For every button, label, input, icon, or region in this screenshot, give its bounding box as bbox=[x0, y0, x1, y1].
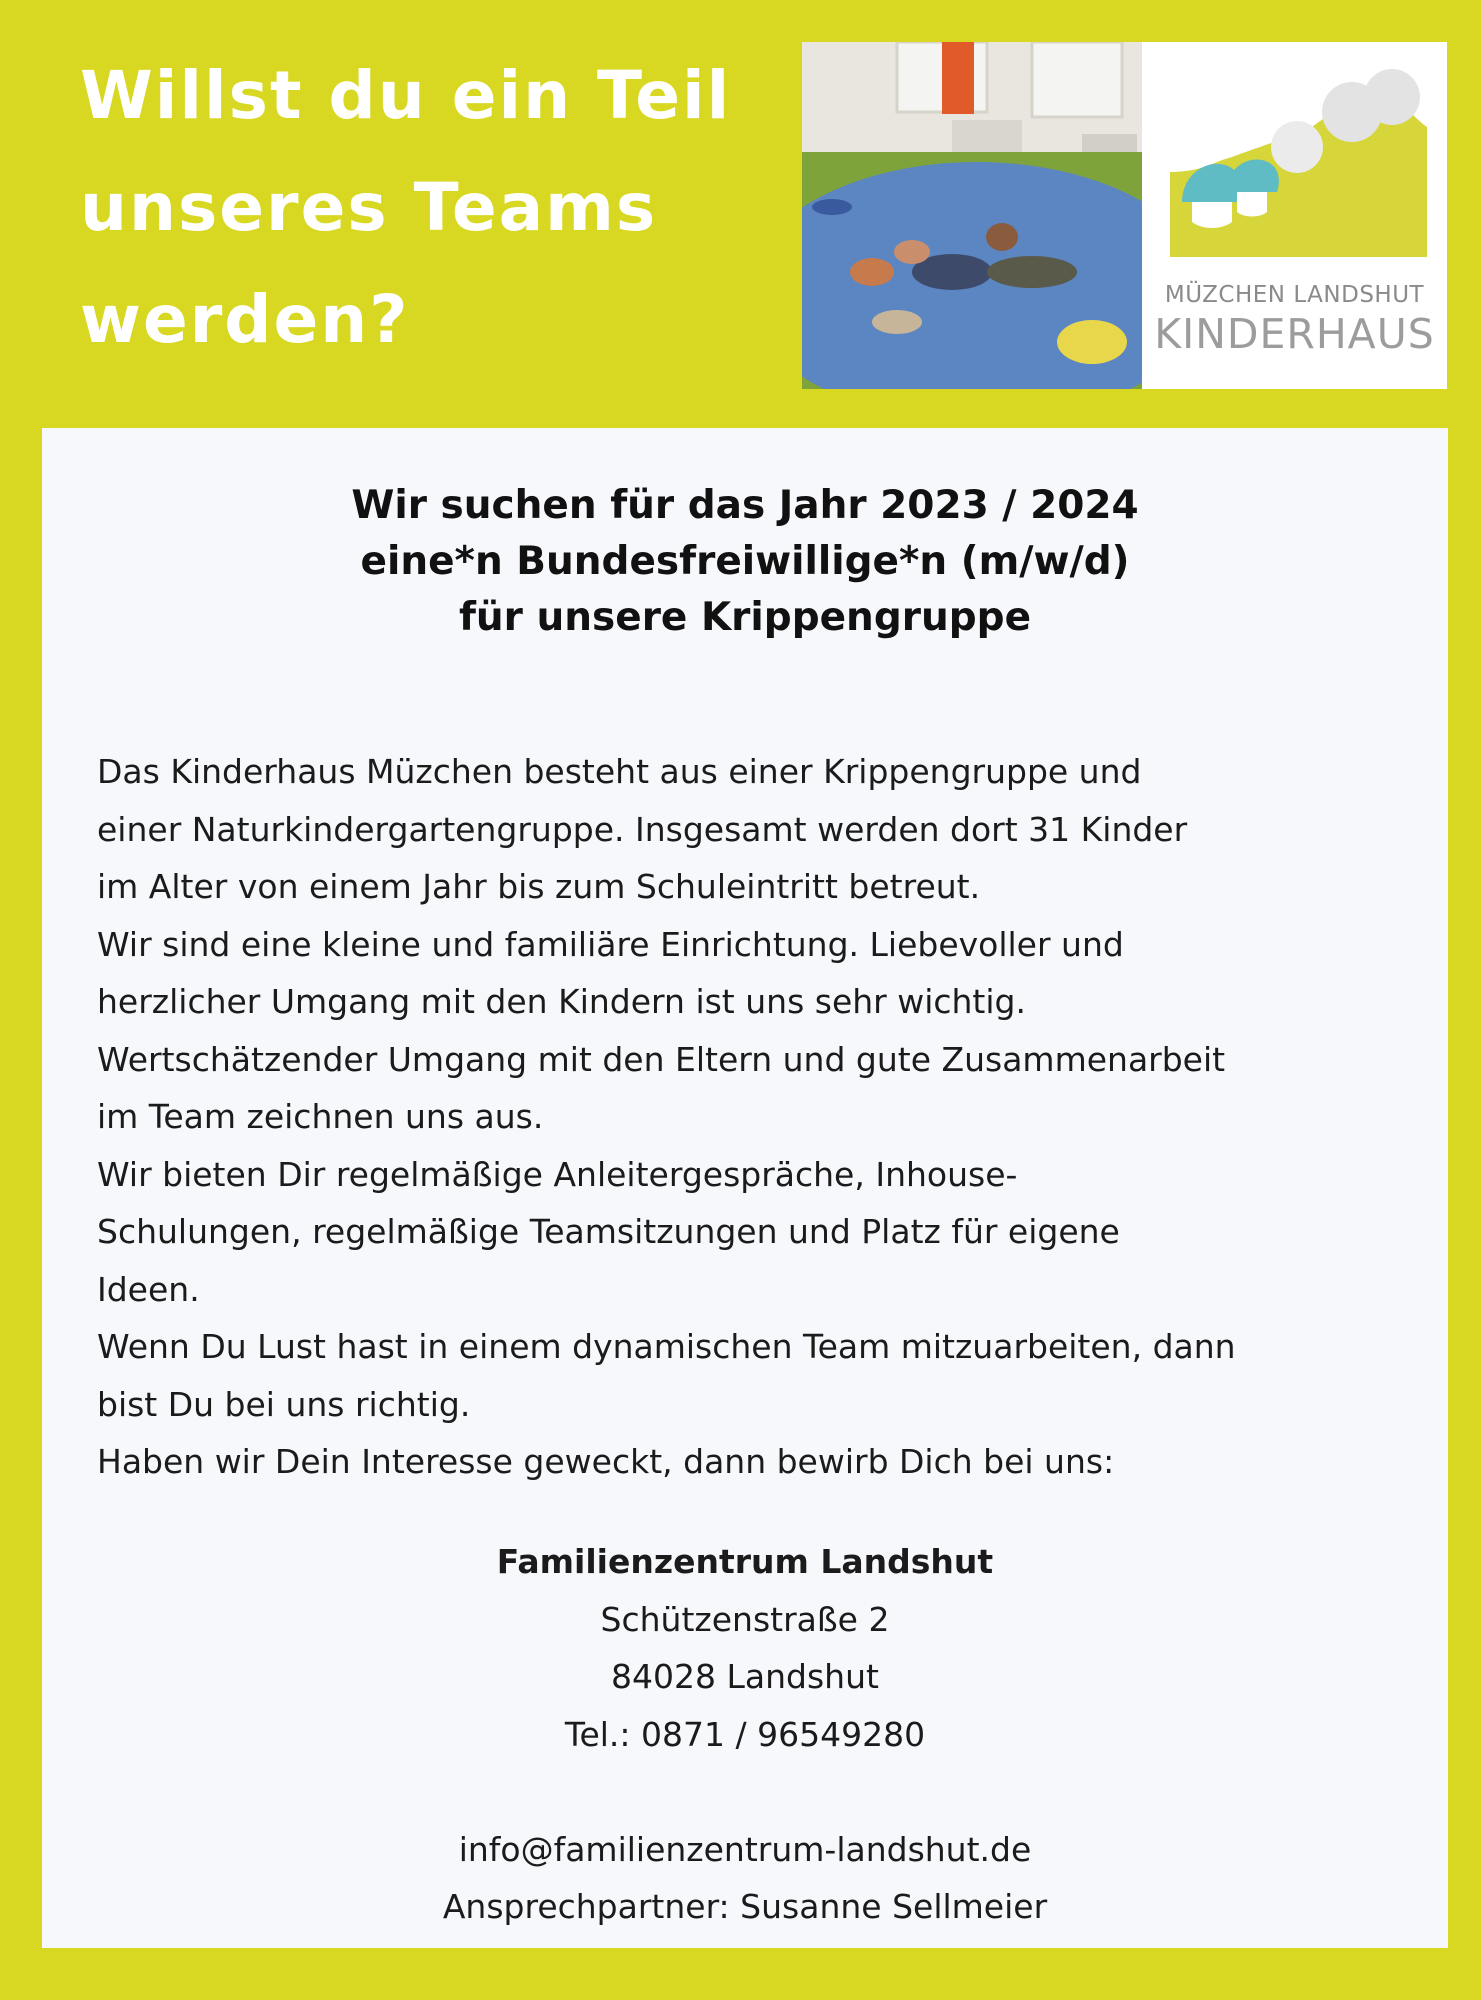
description-line: Haben wir Dein Interesse geweckt, dann bewirb Dich bei uns: bbox=[97, 1442, 1115, 1481]
heading-line: für unsere Krippengruppe bbox=[458, 595, 1032, 640]
description-line: Wir bieten Dir regelmäßige Anleitergespräche, Inhouse- bbox=[97, 1154, 1018, 1194]
heading-line: eine*n Bundesfreiwillige*n (m/w/d) bbox=[360, 539, 1130, 584]
job-heading bbox=[42, 478, 1448, 646]
contact-city: 84028 Landshut bbox=[611, 1657, 879, 1696]
spacer bbox=[42, 1763, 1448, 1821]
logo-text-line1: MÜZCHEN LANDSHUT bbox=[1164, 282, 1425, 308]
heading-line: Wir suchen für das Jahr 2023 / 2024 bbox=[351, 483, 1139, 528]
logo-text-line2: KINDERHAUS bbox=[1154, 310, 1435, 358]
kids-photo-illustration bbox=[802, 42, 1142, 389]
headline-line: werden? bbox=[80, 281, 410, 358]
description-line: im Team zeichnen uns aus. bbox=[97, 1097, 544, 1136]
contact-block bbox=[42, 1533, 1448, 1936]
description-line: Wenn Du Lust hast in einem dynamischen Team mitzuarbeiten, dann bbox=[97, 1327, 1236, 1366]
headline bbox=[80, 40, 780, 376]
contact-person: Ansprechpartner: Susanne Sellmeier bbox=[442, 1887, 1048, 1926]
description-line: Wir sind eine kleine und familiäre Einrichtung. Liebevoller und bbox=[97, 924, 1124, 964]
headline-line: Willst du ein Teil bbox=[80, 57, 732, 134]
description-line: Schulungen, regelmäßige Teamsitzungen und Platz für eigene bbox=[97, 1212, 1120, 1251]
headline-line: unseres Teams bbox=[80, 169, 658, 246]
description-line: einer Naturkindergartengruppe. Insgesamt werden dort 31 Kinder bbox=[97, 809, 1188, 849]
description bbox=[97, 743, 1417, 1491]
description-line: Ideen. bbox=[97, 1269, 200, 1309]
contact-street: Schützenstraße 2 bbox=[600, 1599, 890, 1639]
kids-photo bbox=[802, 42, 1142, 389]
description-line: bist Du bei uns richtig. bbox=[97, 1384, 471, 1424]
contact-organization: Familienzentrum Landshut bbox=[496, 1542, 994, 1581]
description-line: herzlicher Umgang mit den Kindern ist uns sehr wichtig. bbox=[97, 982, 1026, 1021]
kinderhaus-logo bbox=[1142, 42, 1447, 389]
description-line: Das Kinderhaus Müzchen besteht aus einer Krippengruppe und bbox=[97, 752, 1142, 791]
logo-mark bbox=[1142, 42, 1447, 282]
contact-email: info@familienzentrum-landshut.de bbox=[458, 1829, 1032, 1869]
description-line: im Alter von einem Jahr bis zum Schuleintritt betreut. bbox=[97, 867, 981, 906]
contact-phone: Tel.: 0871 / 96549280 bbox=[564, 1714, 926, 1754]
description-line: Wertschätzender Umgang mit den Eltern und gute Zusammenarbeit bbox=[97, 1039, 1226, 1079]
content-card bbox=[42, 428, 1448, 1948]
